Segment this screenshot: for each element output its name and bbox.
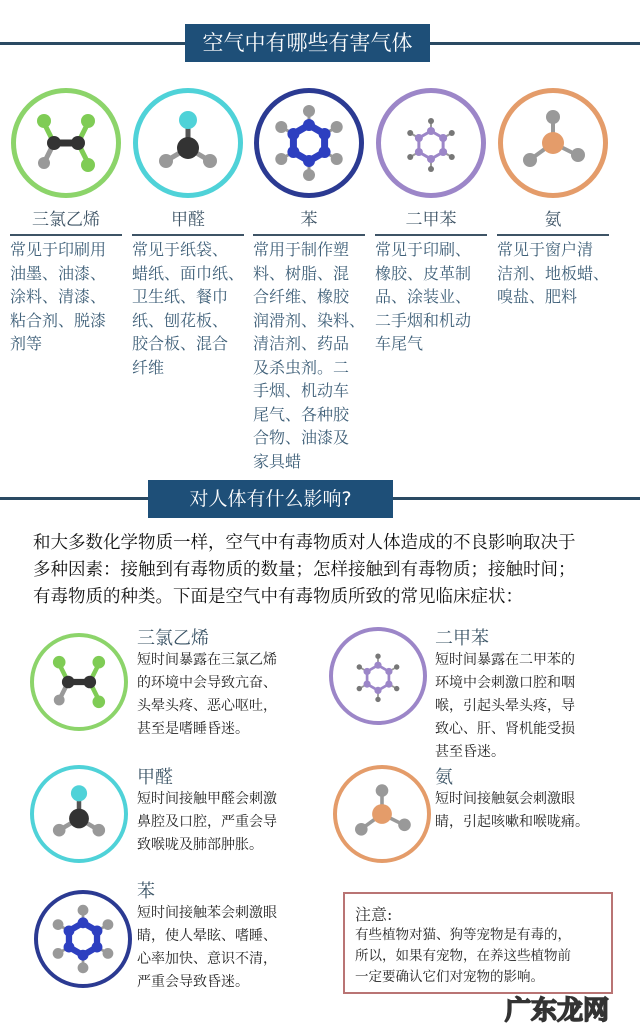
- xylene-molecule-icon: [376, 88, 486, 198]
- effect-name: 氨: [435, 767, 453, 788]
- gas-description: 常见于印刷、 橡胶、皮革制 品、涂装业、 二手烟和机动 车尾气: [375, 240, 472, 353]
- ammonia-molecule-icon: [333, 765, 431, 863]
- ammonia-molecule-icon: [498, 88, 608, 198]
- benzene-molecule-icon: [34, 890, 132, 988]
- effect-text: 短时间暴露在二甲苯的 环境中会刺激口腔和咽 喉，引起头晕头疼，导 致心、肝、肾机能受损 甚至昏迷。: [435, 652, 575, 760]
- benzene-molecule-icon: [254, 88, 364, 198]
- xylene-molecule-icon: [329, 627, 427, 725]
- note-box: [343, 892, 613, 994]
- effect-name: 三氯乙烯: [137, 628, 209, 649]
- formaldehyde-molecule-icon: [133, 88, 243, 198]
- effect-text: 短时间暴露在三氯乙烯 的环境中会导致亢奋、 头晕头疼、恶心呕吐， 甚至是嗜睡昏迷。: [137, 652, 277, 737]
- gas-description: 常用于制作塑 料、树脂、混 合纤维、橡胶 润滑剂、染料、 清洁剂、药品 及杀虫剂。二 手烟、机动车 尾气、各种胶 合物、油漆及 家具蜡: [253, 240, 366, 471]
- formaldehyde-molecule-icon: [30, 765, 128, 863]
- gas-name: 氨: [497, 205, 609, 236]
- gas-name: 甲醛: [132, 205, 244, 236]
- trichloroethylene-molecule-icon: [30, 633, 128, 731]
- section-title: 对人体有什么影响?: [148, 480, 393, 518]
- gas-description: 常见于窗户清 洁剂、地板蜡、 嗅盐、肥料: [497, 240, 610, 306]
- note-title: 注意:: [355, 905, 393, 924]
- gas-name: 二甲苯: [375, 205, 487, 236]
- gas-name: 三氯乙烯: [10, 205, 122, 236]
- effect-text: 短时间接触苯会刺激眼 睛，使人晕眩、嗜睡、 心率加快、意识不清， 严重会导致昏迷。: [137, 905, 277, 990]
- effect-name: 苯: [137, 881, 155, 902]
- effect-name: 甲醛: [137, 767, 173, 788]
- effect-text: 短时间接触氨会刺激眼 睛，引起咳嗽和喉咙痛。: [435, 791, 589, 830]
- trichloroethylene-molecule-icon: [11, 88, 121, 198]
- gas-name: 苯: [253, 205, 365, 236]
- effect-text: 短时间接触甲醛会刺激 鼻腔及口腔，严重会导 致喉咙及肺部肿胀。: [137, 791, 277, 853]
- effect-name: 二甲苯: [435, 628, 489, 649]
- note-text: 有些植物对猫、狗等宠物是有毒的， 所以，如果有宠物，在养这些植物前 一定要确认它们对宠物的影响。: [355, 927, 571, 985]
- gas-description: 常见于印刷用 油墨、油漆、 涂料、清漆、 粘合剂、脱漆 剂等: [10, 240, 107, 353]
- page-title: 空气中有哪些有害气体: [185, 24, 430, 62]
- gas-description: 常见于纸袋、 蜡纸、面巾纸、 卫生纸、餐巾 纸、刨花板、 胶合板、混合 纤维: [132, 240, 245, 377]
- intro-paragraph: 和大多数化学物质一样，空气中有毒物质对人体造成的不良影响取决于 多种因素：接触到有毒物质的数量；怎样接触到有毒物质；接触时间； 有毒物质的种类。下面是空气中有毒物质所致的常见临床症状：: [33, 533, 576, 607]
- watermark-logo: 广东龙网: [505, 996, 610, 1026]
